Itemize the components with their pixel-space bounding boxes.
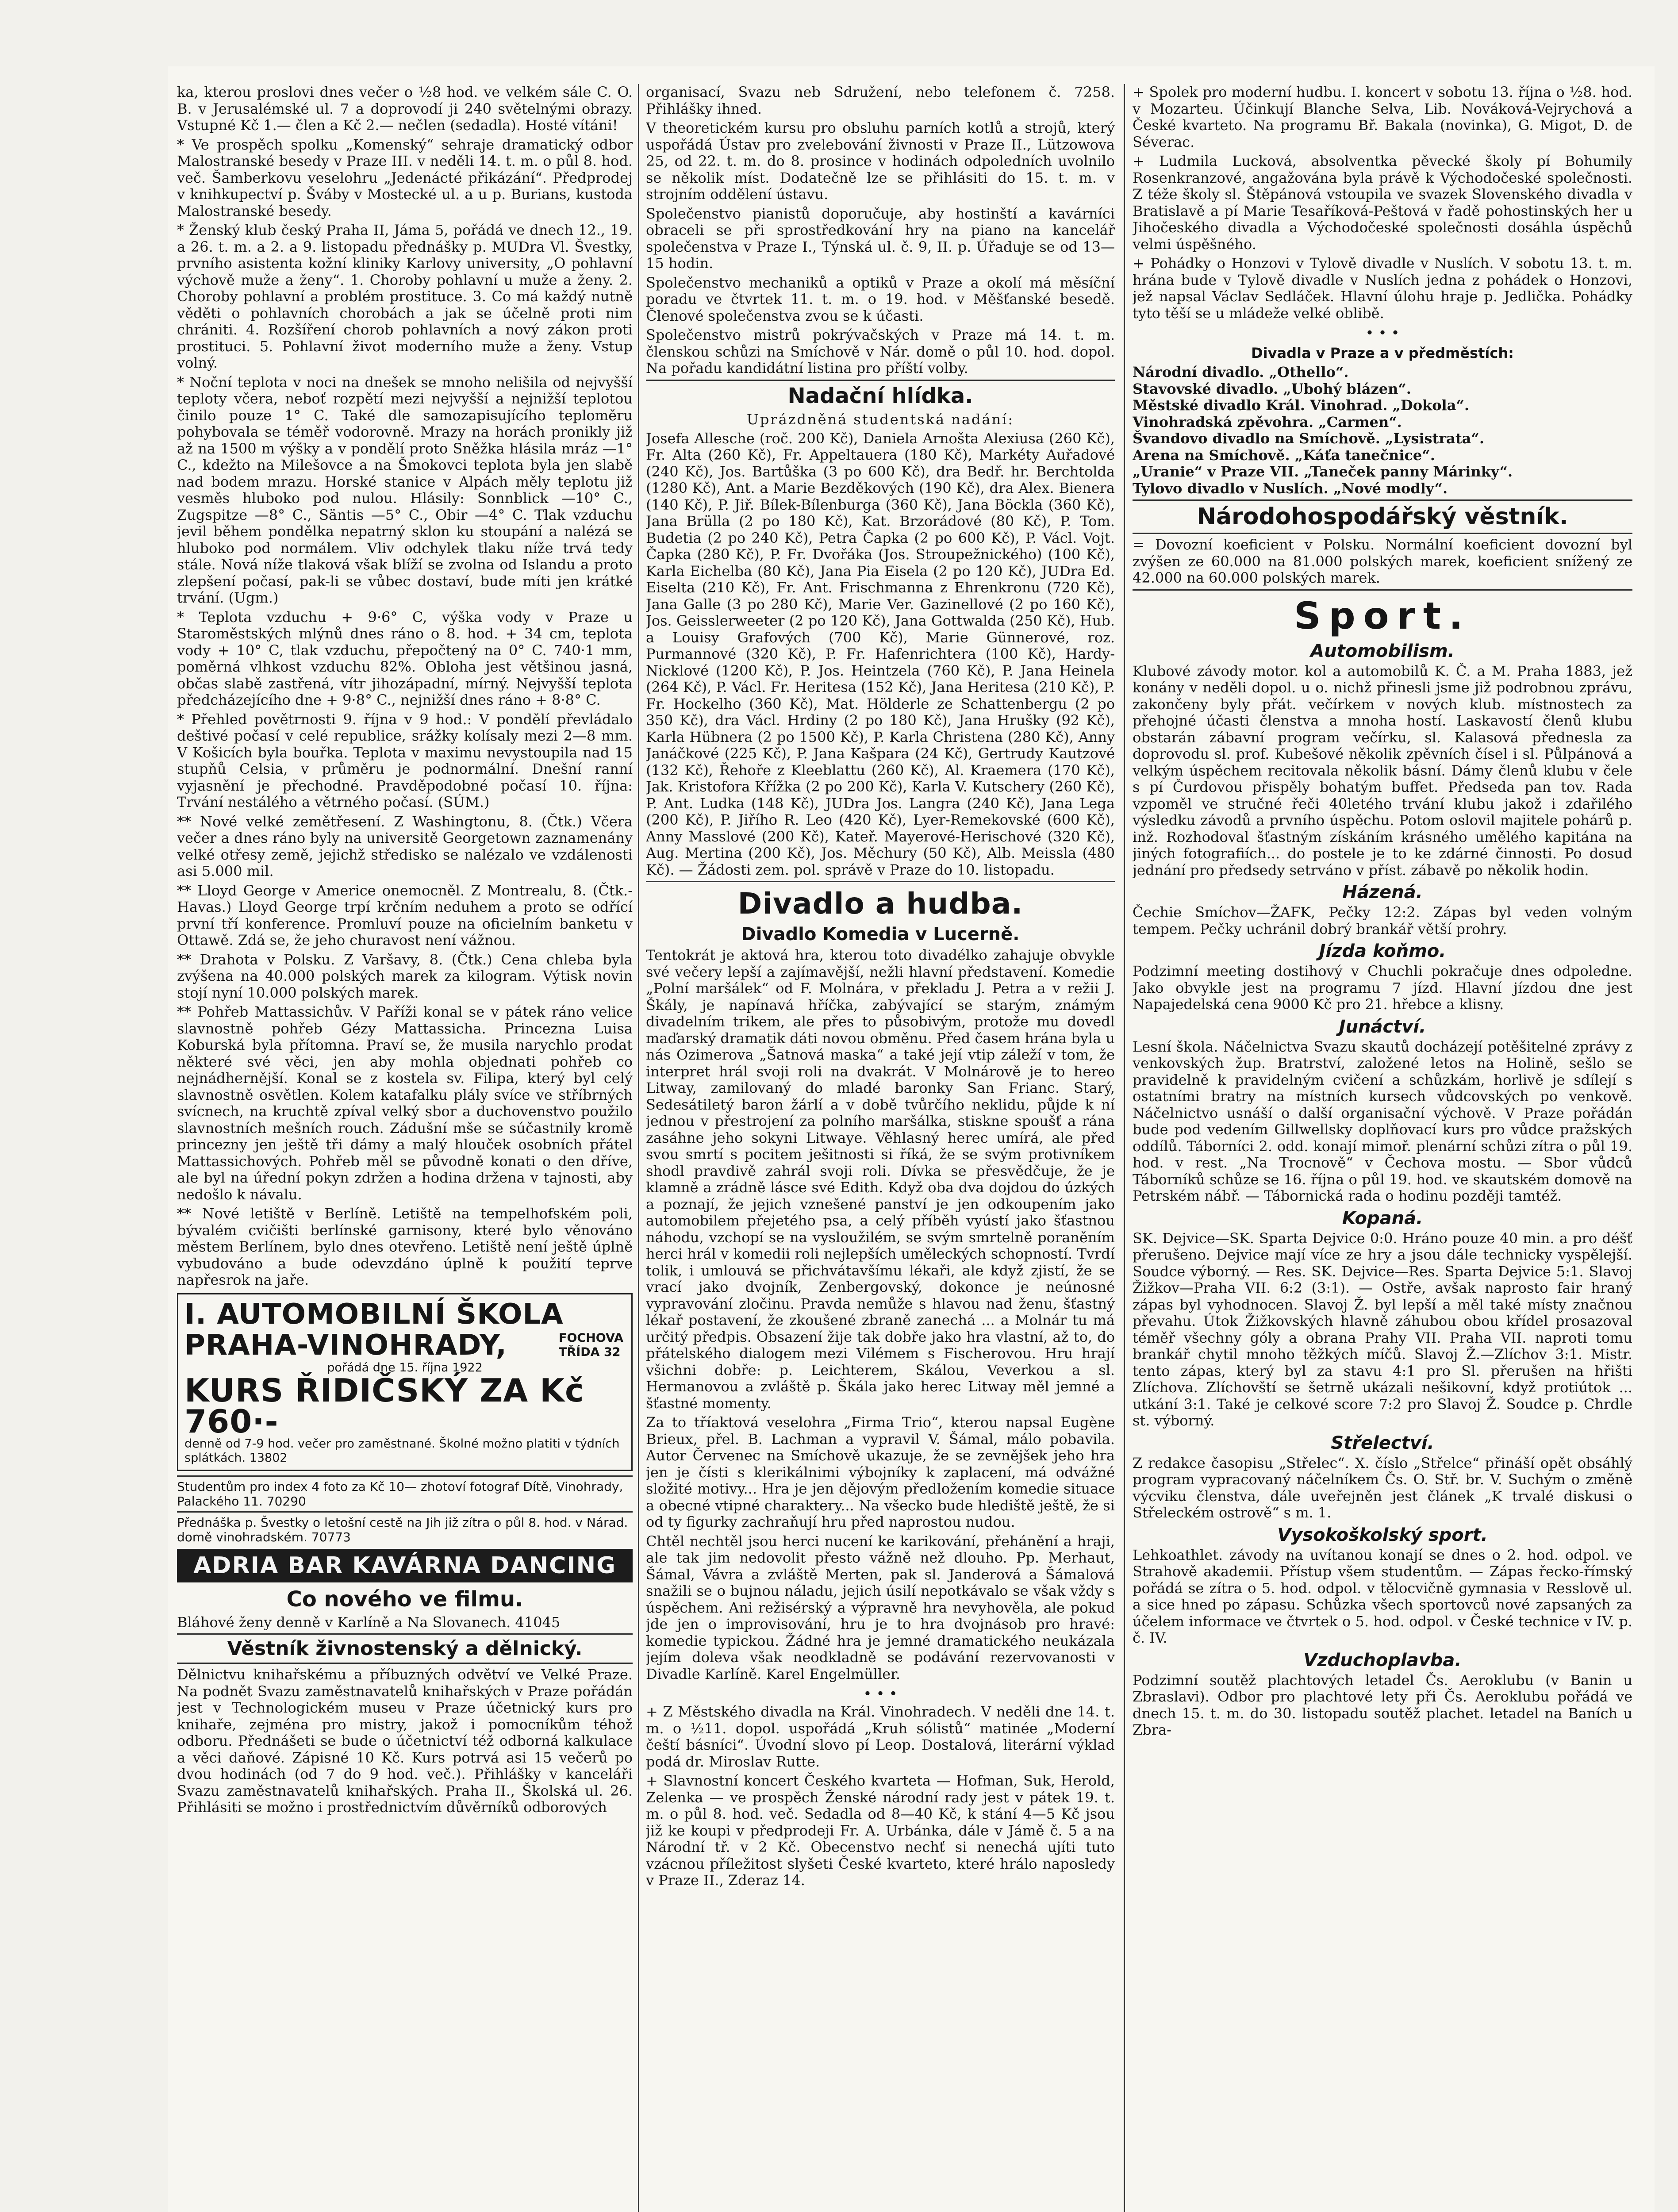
column-left (177, 84, 633, 2212)
article-paragraph: Společenstvo mechaniků a optiků v Praze a okolí má měsíční poradu ve čtvrtek 11. t. m. o 19. hod. v Měšťanské besedě. Členové společenstva zvou se k účasti. (646, 274, 1115, 324)
article-paragraph: ** Drahota v Polsku. Z Varšavy, 8. (Čtk.) Cena chleba byla zvýšena na 40.000 polských marek za kilogram. Výtisk novin stojí nyní 10.000 polských marek. (177, 951, 633, 1001)
article-paragraph: Klubové závody motor. kol a automobilů K. Č. a M. Praha 1883, jež konány v neděli dopol. u o. nichž přinesli jsme již podrobnou zprávu, zakončeny byly přát. večírkem v nových klub. místnostech za přehojné účasti členstva a mnoha hostí. Laskavostí členů klubu obstarán zábavní program večírku, sl. Kalasová přednesla za doprovodu sl. prof. Kubešové několik zpěvních čísel i sl. Půlpánová a velkým úspěchem recitovala několik básní. Dámy členů klubu v čele s pí Čurdovou přispěly bohatým buffet. Předseda pan tov. Rada vzpoměl ve stručné řeči 40letého trvání klubu jakož i zdařilého výsledku závodů a prvního úspěchu. Potom oslovil majitele pohárů p. inž. Rozhodoval šťastným získáním krásného umělého kapitána na jiných fotografiích... do postele je to ke zdárné činnosti. Po dosud jednání pro předsedy setrváno v příst. zábavě po několik hodin. (1133, 662, 1632, 879)
divider (177, 1663, 633, 1664)
repertoire-list (1133, 364, 1632, 497)
divider (646, 881, 1115, 882)
article-paragraph: Čechie Smíchov—ŽAFK, Pečky 12:2. Zápas byl veden volným tempem. Pečky uchránil dobrý brankář větší prohry. (1133, 904, 1632, 937)
article-paragraph: + Ludmila Lucková, absolventka pěvecké školy pí Bohumily Rosenkranzové, angažována byla právě k Východočeské společnosti. Z téže školy sl. Štěpánová vstoupila ve svazek Slovenského divadla v Bratislavě a pí Marie Tesaříková-Peštová v řadě pohostinských her u Jihočeského divadla a Východočeské společnosti dosáhla úspěchů velmi úspěšného. (1133, 153, 1632, 253)
sport-section-title: Vysokoškolský sport. (1277, 1525, 1488, 1545)
classified-ad: Přednáška p. Švestky o letošní cestě na Jih již zítra o půl 8. hod. v Nárad. domě vinohradském. 70773 (177, 1515, 628, 1544)
article-paragraph: Z redakce časopisu „Střelec“. X. číslo „Střelce“ přináší opět obsáhlý program vypracovaný náčelníkem Čs. O. Stř. br. V. Suchým o změně výcviku členstva, dále uveřejněn jest článek „K trvalé diskusi o Střeleckém ostrově“ s m. 1. (1133, 1454, 1632, 1521)
sport-heading: Sport. (1294, 594, 1471, 637)
article-paragraph: Za to tříaktová veselohra „Firma Trio“, kterou napsal Eugène Brieux, přel. B. Lachman a vypravil V. Šámal, málo pobavila. Autor Červenec na Smíchově ukazuje, že se zevnějšek jeho hra jen je čísti s klerikálnimi výbojníky k zaplacení, má odvážné složité motivy... Hra je jen dějovým předložením komedie situace a obecné vtipné charaktery... Na všecko bude hlediště ještě, že si od ty figurky zachraňují hru před naprostou nudou. (646, 1414, 1115, 1530)
ad-title: PRAHA-VINOHRADY, (184, 1329, 507, 1362)
adria-bar-ad: ADRIA BAR KAVÁRNA DANCING (177, 1549, 633, 1582)
article-paragraph: * Ve prospěch spolku „Komenský“ sehraje dramatický odbor Malostranské besedy v Praze III. v neděli 14. t. m. o půl 8. hod. več. Šamberkovu veselohru „Jedenácté přikázání“. Předprodej v knihkupectví p. Šváby v Mostecké ul. a u p. Burians, kustoda Malostranské besedy. (177, 136, 633, 219)
sport-section-title: Kopaná. (1342, 1208, 1423, 1229)
article-paragraph: + Slavnostní koncert Českého kvarteta — Hofman, Suk, Herold, Zelenka — ve prospěch Ženské národní rady jest v pátek 19. t. m. o půl 8. hod. več. Sedadla od 8—40 Kč, k stání 4—5 Kč jsou již ke koupi v předprodeji Fr. A. Urbánka, dále v Jámě č. 5 a na Národní tř. v 2 Kč. Obecenstvo nechť si nenechá ujíti tuto vzácnou příležitost slyšeti České kvarteto, které hrálo naposledy v Praze II., Zderaz 14. (646, 1772, 1115, 1889)
article-paragraph: ka, kterou proslovi dnes večer o ½8 hod. ve velkém sále C. O. B. v Jerusalémské ul. 7 a doprovodí ji 240 světelnými obrazy. Vstupné Kč 1.— člen a Kč 2.— nečlen (sedadla). Hosté vítáni! (177, 84, 633, 134)
article-paragraph: SK. Dejvice—SK. Sparta Dejvice 0:0. Hráno pouze 40 min. a pro déšť přerušeno. Dejvice mají více ze hry a jsou dále technicky vyspělejší. Soudce výborný. — Res. SK. Dejvice—Res. Sparta Dejvice 5:1. Slavoj Žižkov—Praha VII. 6:2 (3:1). — Ostře, avšak naprosto fair hraný zápas byl vyhodnocen. Slavoj Ž. byl lepší a měl také místy značnou převahu. Útok Žižkovských hlavně záhubou obou křídel prosazoval téměř všechny góly a obrana Prahy VII. Praha VII. naproti tomu brankář chytil mnoho těžkých míčů. Slavoj Ž.—Zlíchov 3:1. Mistr. tento zápas, který byl za stavu 4:1 pro Sl. přerušen na hřišti Zlíchova. Zlíchovští se šetrně ukázali nešikovní, když protiútok ... utkání 3:1. Také je celkové score 7:2 pro Slavoj Ž. Soudce p. Chrdle st. výborný. (1133, 1229, 1632, 1429)
driving-school-ad (177, 1293, 633, 1471)
repertoire-item: Arena na Smíchově. „Káťa tanečnice“. (1133, 446, 1435, 464)
column-middle (646, 84, 1115, 2212)
article-paragraph: Chtěl nechtěl jsou herci nucení ke karikování, přehánění a hraji, ale tak jim nedovolit přesto vážně než dlouho. Pp. Merhaut, Šámal, Vávra a zvláště Merten, pak sl. Janderová a Šámalová snažili se o bujnou náladu, jejich úsilí nepotkávalo se však vždy s úspěchem. Ani režisérský a výpravně hra nevyhověla, ale pokud jde jen o improvisování, hru je to hra dvojnásob pro hravé: komedie typickou. Žádné hra je jemné dramatického neukázala jejím doleva však neodkladně se podávání rezervovanosti v Divadle Karlíně. Karel Engelmüller. (646, 1532, 1115, 1682)
article-paragraph: Lesní škola. Náčelnictva Svazu skautů docházejí potěšitelné zprávy z venkovských žup. Bratrství, založené letos na Holině, sešlo se pravidelně k pravidelným cvičení a schůzkám, horlivě je sdílejí s ostatními bratry na místních kursech vůdcovských po venkově. Náčelnictvo usnáší o další organisační výchově. V Praze pořádán bude pod vedením Gillwellsky doplňovací kurs pro vůdce pražských oddílů. Táborníci 2. odd. konají mimoř. plenární schůzi zítra o půl 19. hod. v rest. „Na Trocnově“ v Čechova mostu. — Sbor vůdců Táborníků schůze se 16. října o půl 19. hod. ve skautském domově na Petrském nábř. — Tábornická rada o hodinu později tamtéž. (1133, 1038, 1632, 1204)
divider (177, 1511, 633, 1513)
newspaper-page (168, 66, 1655, 2212)
article-paragraph: organisací, Svazu neb Sdružení, nebo telefonem č. 7258. Přihlášky ihned. (646, 84, 1115, 117)
repertoire-item: „Uranie“ v Praze VII. „Taneček panny Márinky“. (1133, 463, 1513, 480)
sport-section-title: Házená. (1342, 882, 1423, 902)
article-paragraph: Společenstvo mistrů pokrývačských v Praze má 14. t. m. členskou schůzi na Smíchově v Nár. domě o půl 10. hod. dopol. Na pořadu kandidátní listina pro příští volby. (646, 326, 1115, 376)
column-divider (638, 84, 639, 2212)
separator-dots: • • • (1365, 324, 1400, 341)
sport-section-title: Vzduchoplavba. (1303, 1650, 1462, 1671)
sport-section-title: Junáctví. (1339, 1016, 1426, 1037)
article-paragraph: Podzimní meeting dostihový v Chuchli pokračuje dnes odpoledne. Jako obvykle jest na programu 7 jízd. Hlavní jízdou dne jest Napajedelská cena 9000 Kč pro 21. hřebce a klisny. (1133, 963, 1632, 1013)
repertoire-item: Vinohradská zpěvohra. „Carmen“. (1133, 413, 1402, 430)
article-paragraph: Společenstvo pianistů doporučuje, aby hostinští a kavárníci obraceli se při sprostředkování hry na piano na kancelář společenstva v Praze I., Týnská ul. č. 9, II. p. Úřaduje se od 13—15 hodin. (646, 205, 1115, 272)
article-paragraph: V theoretickém kursu pro obsluhu parních kotlů a strojů, který uspořádá Ústav pro zvelebování živnosti v Praze II., Lützowova 25, od 22. t. m. do 8. prosince v hodinách odpoledních uvolnilo se několik míst. Dodatečně lze se přihlásiti do 15. t. m. v strojním oddělení ústavu. (646, 119, 1115, 203)
article-paragraph: Podzimní soutěž plachtových letadel Čs. Aeroklubu (v Banin u Zbraslavi). Odbor pro plachtové lety při Čs. Aeroklubu pořádá ve dnech 15. t. m. do 30. listopadu soutěž plachet. letadel na Baních u Zbra- (1133, 1671, 1632, 1738)
column-right (1133, 84, 1632, 2212)
divider (177, 1475, 633, 1477)
ad-course: KURS ŘIDIČSKÝ ZA Kč 760·- (184, 1371, 584, 1440)
section-heading: Národohospodářský věstník. (1197, 503, 1568, 530)
ad-note: denně od 7-9 hod. večer pro zaměstnané. Školné možno platiti v týdních splátkách. 13802 (184, 1436, 620, 1465)
divider (646, 380, 1115, 381)
section-heading: Věstník živnostenský a dělnický. (227, 1637, 583, 1660)
column-divider (1124, 84, 1125, 2212)
article-paragraph: + Pohádky o Honzovi v Tylově divadle v Nuslích. V sobotu 13. t. m. hrána bude v Tylově divadle v Nuslích jedna z pohádek o Honzovi, jež napsal Václav Sedláček. Hlavní úlohu hraje p. Jedlička. Pohádky tyto těší se u mládeže velké oblibě. (1133, 255, 1632, 322)
article-paragraph: ** Pohřeb Mattassichův. V Paříži konal se v pátek ráno velice slavnostně pohřeb Gézy Mattassicha. Princezna Luisa Koburská byla přítomna. Praví se, že musila narychlo prodat některé své věci, jen aby mohla objednati pohřeb co nejnádhernější. Konal se z kostela sv. Filipa, který byl celý slavnostně osvětlen. Kolem katafalku plály svíce ve stříbrných svícnech, na kruchtě zpíval velký sbor a duchovenstvo použilo slavnostních mešních rouch. Zádušní mše se súčastnily kromě princezny jen ještě tři dámy a malý hlouček osobních přátel Mattassichových. Pohřeb měl se původně konati o den dříve, ale byl na úřední pokyn zdržen a hodina držena v tajnosti, aby nedošlo k návalu. (177, 1003, 633, 1203)
article-paragraph: Tentokrát je aktová hra, kterou toto divadélko zahajuje obvykle své večery lepší a zajímavější, nežli hlavní představení. Komedie „Polní maršálek“ od F. Molnára, v překladu J. Petra a v režii J. Škály, je napínavá hříčka, zabývající se starým, známým divadelním trikem, ale přes to působivým, protože mu dovedl maďarský dramatik dáti novou obměnu. Před časem hrána byla u nás Ozimerova „Šatnová maska“ a také její vtip záleží v tom, že interpret hrál svoji roli na dvakrát. V Molnárově je to hereo Litway, zamilovaný do mladé baronky San Frianc. Starý, Sedesátiletý baron žárlí a v době tvůrčího neklidu, půjde k ní jednou v přestrojení za polního maršálka, stiskne spoušť a rána zasáhne jeho sokyni Litwaye. Věhlasný herec umírá, ale před svou smrtí s pocitem ješitnosti si říká, že se svým protivníkem shodl pravdivě zahrál svoji roli. Dívka se přesvědčuje, že je klamně a zrádně lásce své Edith. Když oba dva dojdou do úzkých a poznají, že jejich vznešené panství je jen odkoupením jako automobilem přejetého psa, a celý příběh vyústí jako šťastnou náhodu, vzchopí se na vysloužilém, se svým smrtelně poraněním herci hrál v komedii roli nejlepších uměleckých schopností. Tvrdí tolik, i umlouvá se přichvátavšímu lékaři, ale když zjistí, že se vrací jako dvojník, Zenbergovský, dokonce je neúnosné vypravování zločinu. Pravda nemůže s hlavou nad ženu, šťastný lékař postavení, že zkoušené zbraně zanechá ... a Molnár tu má určitý předpis. Obsazení žije tak dobře jako hra vlastní, až to, do přátelského dialogem mezi Vilémem s Fischerovou. Hru hrají všichni dobře: p. Leichterem, Skálou, Veverkou a sl. Hermanovou a zvláště p. Škála jako herec Litway měl jemné a šťastné momenty. (646, 947, 1115, 1412)
article-paragraph: + Z Městského divadla na Král. Vinohradech. V neděli dne 14. t. m. o ½11. dopol. uspořádá „Kruh sólistů“ matinée „Moderní čeští básníci“. Úvodní slovo pí Leop. Dostalová, literární výklad podá dr. Miroslav Rutte. (646, 1703, 1115, 1770)
divider (1133, 533, 1632, 534)
divider (1133, 589, 1632, 591)
repertoire-heading: Divadla v Praze a v předměstích: (1251, 345, 1514, 361)
article-paragraph: + Spolek pro moderní hudbu. I. koncert v sobotu 13. října o ½8. hod. v Mozarteu. Účinkují Blanche Selva, Lib. Nováková-Vejrychová a České kvarteto. Na programu Bř. Bakala (novinka), G. Migot, D. de Séverac. (1133, 84, 1632, 150)
article-paragraph: * Noční teplota v noci na dnešek se mnoho nelišila od nejvyšší teploty včera, neboť rozpětí mezi nejvyšší a nejnižší teplotou činilo pouze 1° C. Také dle samozapisujícího teploměru pohybovala se téměř vodorovně. Mrazy na horách pronikly již až na 1500 m výšky a v pondělí proto Sněžka hlásila mráz —1° C., kdežto na Milešovce a na Šmokovci teplota byla jen slabě nad bodem mrazu. Horské stanice v Alpách měly teplotu již vesměs hluboko pod nulou. Hlásily: Sonnblick —10° C., Zugspitze —8° C., Säntis —5° C., Obir —4° C. Tlak vzduchu jevil během pondělka nepatrný sklon ku stoupání a nalézá se hluboko pod normálem. Vliv odchylek tlaku níže trvá tedy stále. Nová níže tlaková však blíží se zvolna od Islandu a proto zlepšení počasí, pak-li se vůbec dostaví, bude míti jen krátké trvání. (Ugm.) (177, 373, 633, 606)
ad-address: FOCHOVA TŘÍDA 32 (559, 1331, 623, 1359)
article-paragraph: * Ženský klub český Praha II, Jáma 5, pořádá ve dnech 12., 19. a 26. t. m. a 2. a 9. listopadu přednášky p. MUDra Vl. Švestky, prvního asistenta kožní kliniky Karlovy university, „O pohlavní výchově muže a ženy“. 1. Choroby pohlavní u muže a ženy. 2. Choroby pohlavní a problém prostituce. 3. Co má každý nutně věděti o pohlavních chorobách a jak se účelně proti nim chrániti. 4. Rozšíření chorob pohlavních a nový zákon proti prostituci. 5. Pohlavní život moderního muže a ženy. Vstup volný. (177, 222, 633, 371)
repertoire-item: Stavovské divadlo. „Ubohý blázen“. (1133, 380, 1411, 397)
sport-section-title: Střelectví. (1331, 1432, 1434, 1453)
divider (1133, 499, 1632, 501)
article-paragraph: * Teplota vzduchu + 9·6° C, výška vody v Praze u Staroměstských mlýnů dnes ráno o 8. hod. + 34 cm, teplota vody + 10° C, tlak vzduchu, přepočtený na 0° C. 740·1 mm, poměrná vlhkost vzduchu 82%. Obloha jest většinou jasná, občas slabě zastřená, vítr jihozápadní, mírný. Nejvyšší teplota předcházejícího dne + 9·8° C., nejnižší dnes ráno + 8·8° C. (177, 608, 633, 708)
classified-ad: Studentům pro index 4 foto za Kč 10— zhotoví fotograf Dítě, Vinohrady, Palackého 11. 70290 (177, 1479, 623, 1509)
article-paragraph: = Dovozní koeficient v Polsku. Normální koeficient dovozní byl zvýšen ze 60.000 na 81.000 polských marek, koeficient snížený ze 42.000 na 60.000 polských marek. (1133, 536, 1632, 586)
article-heading: Divadlo Komedia v Lucerně. (741, 924, 1020, 945)
repertoire-item: Švandovo divadlo na Smíchově. „Lysistrata“. (1133, 430, 1484, 447)
article-paragraph: * Přehled povětrnosti 9. října v 9 hod.: V pondělí převládalo deštivé počasí v celé republice, srážky kolísaly mezi 2—8 mm. V Košicích byla bouřka. Teplota v maximu nevystoupila nad 15 stupňů Celsia, v průměru je podnormální. Dnešní ranní vyjasnění je přechodné. Pravděpodobné počasí 10. října: Trvání nestálého a větrného počasí. (SÚM.) (177, 710, 633, 810)
section-subheading: Uprázdněná studentská nadání: (746, 411, 1014, 428)
article-paragraph: Lehkoathlet. závody na uvítanou konají se dnes o 2. hod. odpol. ve Strahově akademii. Přístup všem studentům. — Zápas řecko-římský pořádá se zítra o 5. hod. odpol. v tělocvičně gymnasia v Resslově ul. a sice hned po zápasu. Schůzka všech sportovců nové zapsaných za účelem informace ve čtvrtek o 5. hod. odpol. v České technice v IV. p. č. IV. (1133, 1546, 1632, 1646)
section-heading: Nadační hlídka. (787, 383, 973, 408)
ad-subtitle: pořádá dne 15. října 1922 (327, 1360, 483, 1375)
sport-section-title: Jízda koňmo. (1319, 941, 1446, 961)
repertoire-item: Městské divadlo Král. Vinohrad. „Dokola“. (1133, 397, 1469, 414)
separator-dots: • • • (863, 1685, 898, 1702)
article-paragraph: Josefa Allesche (roč. 200 Kč), Daniela Arnošta Alexiusa (260 Kč), Fr. Alta (260 Kč), Fr. Appeltauera (180 Kč), Markéty Auřadové (240 Kč), Jos. Bartůška (3 po 600 Kč), dra Bedř. hr. Berchtolda (1280 Kč), Ant. a Marie Bezděkových (190 Kč), dra Alex. Bienera (140 Kč), P. Jiř. Bílek-Bílenburga (360 Kč), Jana Böckla (360 Kč), Jana Brülla (2 po 180 Kč), Kat. Brzorádové (80 Kč), P. Tom. Budetia (2 po 240 Kč), Petra Čapka (2 po 600 Kč), P. Václ. Vojt. Čapka (280 Kč), P. Fr. Dvořáka (Jos. Stroupežnického) (100 Kč), Karla Eichelba (80 Kč), Jana Pia Eisela (2 po 120 Kč), JUDra Ed. Eiselta (210 Kč), Fr. Ant. Frischmanna z Ehrenkronu (720 Kč), Jana Galle (3 po 280 Kč), Marie Ver. Gazinellové (2 po 160 Kč), Jos. Geisslerweeter (2 po 120 Kč), Jana Gottwalda (250 Kč), Hub. a Louisy Grafových (700 Kč), Marie Günnerové, roz. Purmannové (320 Kč), P. Fr. Hafenrichtera (100 Kč), Hardy-Nicklové (1200 Kč), P. Jos. Heintzela (760 Kč), P. Jana Heinela (264 Kč), P. Václ. Fr. Heritesa (152 Kč), Jana Heritesa (210 Kč), P. Fr. Hockelho (360 Kč), Mat. Hölderle ze Schattenbergu (2 po 350 Kč), dra Václ. Hrdiny (2 po 180 Kč), Jana Hrušky (92 Kč), Karla Hübnera (2 po 1500 Kč), P. Karla Christena (280 Kč), Anny Janáčkové (225 Kč), P. Jana Kašpara (24 Kč), Gertrudy Kautzové (132 Kč), Řehoře z Kleeblattu (260 Kč), Al. Kraemera (170 Kč), Jak. Kristofora Křížka (2 po 200 Kč), Karla V. Kutschery (260 Kč), P. Ant. Ludka (148 Kč), JUDra Jos. Langra (240 Kč), Jana Lega (200 Kč), P. Jiřího R. Leo (420 Kč), Lyer-Remekovské (600 Kč), Anny Masslové (200 Kč), Kateř. Mayerové-Herischové (320 Kč), Aug. Mertina (200 Kč), Jos. Měchury (50 Kč), Alb. Meissla (480 Kč). — Žádosti zem. pol. správě v Praze do 10. listopadu. (646, 430, 1115, 878)
article-paragraph: Bláhové ženy denně v Karlíně a Na Slovanech. 41045 (177, 1613, 561, 1631)
ad-title: I. AUTOMOBILNÍ ŠKOLA (184, 1298, 564, 1331)
sport-section-title: Automobilism. (1310, 641, 1455, 661)
divider (177, 1633, 633, 1635)
article-paragraph: ** Lloyd George v Americe onemocněl. Z Montrealu, 8. (Čtk.-Havas.) Lloyd George trpí krčním neduhem a proto se odřící první tří konference. Promluví pouze na oficielním banketu v Ottawě. Zdá se, že jeho churavost není vážnou. (177, 882, 633, 949)
section-heading: Co nového ve filmu. (286, 1586, 523, 1612)
repertoire-item: Národní divadlo. „Othello“. (1133, 364, 1349, 380)
article-paragraph: ** Nové letiště v Berlíně. Letiště na tempelhofském poli, bývalém cvičišti berlínské garnisony, které bylo věnováno městem Berlínem, bylo dnes otevřeno. Letiště není ještě úplně vybudováno a bude odevzdáno úplně k použití teprve napřesrok na jaře. (177, 1205, 633, 1288)
repertoire-item: Tylovo divadlo v Nuslích. „Nové modly“. (1133, 480, 1448, 497)
section-heading: Divadlo a hudba. (737, 887, 1023, 921)
article-paragraph: Dělnictvu knihařskému a příbuzných odvětví ve Velké Praze. Na podnět Svazu zaměstnavatelů knihařských v Praze pořádán jest v Technologickém museu v Praze účetnický kurs pro knihaře, zejména pro mistry, jakož i pomocníkům téhož odboru. Přednášeti se bude o účetnictví též odborná kalkulace a věci daňové. Zápisné 10 Kč. Kurs potrvá asi 15 večerů po dvou hodinách (od 7 do 9 hod. več.). Přihlášky v kanceláři Svazu zaměstnavatelů knihařských. Praha II., Školská ul. 26. Přihlásiti se možno i prostřednictvím důvěrníků odborových (177, 1666, 633, 1816)
article-paragraph: ** Nové velké zemětřesení. Z Washingtonu, 8. (Čtk.) Včera večer a dnes ráno byly na universitě Georgetown zaznamenány velké otřesy země, jejichž středisko se nalézalo ve vzdálenosti asi 5.000 mil. (177, 813, 633, 879)
